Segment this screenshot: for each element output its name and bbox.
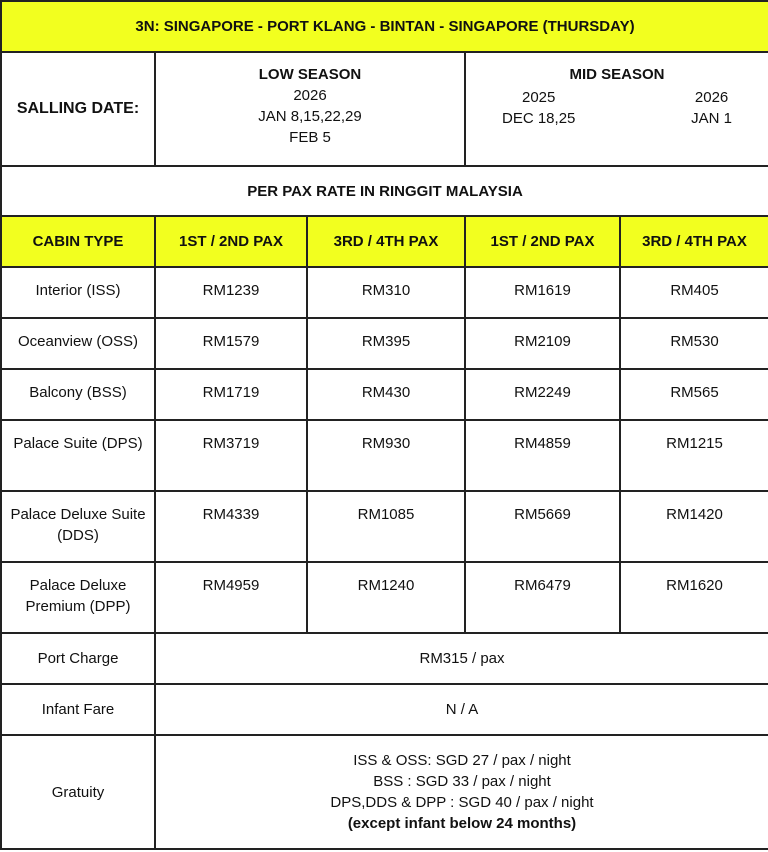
header-low-1st-2nd-pax: 1ST / 2ND PAX: [155, 216, 307, 267]
low-season-title: LOW SEASON: [258, 66, 362, 83]
low-season-dates-feb: FEB 5: [289, 129, 331, 146]
rate-mid-3rd-4th: RM1620: [620, 562, 768, 633]
rate-low-1st-2nd: RM1579: [155, 318, 307, 369]
rate-low-1st-2nd: RM4339: [155, 491, 307, 562]
rate-mid-1st-2nd: RM4859: [465, 420, 620, 491]
header-row: [1, 216, 768, 267]
rate-mid-1st-2nd: RM2249: [465, 369, 620, 420]
table-row: [1, 318, 768, 369]
mid-season-dates-jan: JAN 1: [691, 110, 733, 127]
rate-mid-3rd-4th: RM405: [620, 267, 768, 318]
gratuity-infant-note: (except infant below 24 months): [347, 815, 577, 832]
gratuity-line-dps-dds-dpp: DPS,DDS & DPP : SGD 40 / pax / night: [330, 794, 594, 811]
rate-low-3rd-4th: RM430: [307, 369, 465, 420]
rate-low-3rd-4th: RM1085: [307, 491, 465, 562]
port-charge-row: [1, 633, 768, 684]
rate-low-1st-2nd: RM3719: [155, 420, 307, 491]
rate-mid-3rd-4th: RM530: [620, 318, 768, 369]
gratuity-label: Gratuity: [1, 735, 155, 849]
rate-mid-3rd-4th: RM1420: [620, 491, 768, 562]
mid-season-grid: [466, 83, 768, 129]
gratuity-row: [1, 735, 768, 849]
low-season-dates-jan: JAN 8,15,22,29: [258, 108, 362, 125]
header-low-3rd-4th-pax: 3RD / 4TH PAX: [307, 216, 465, 267]
rate-mid-3rd-4th: RM565: [620, 369, 768, 420]
port-charge-value: RM315 / pax: [155, 633, 768, 684]
rate-mid-3rd-4th: RM1215: [620, 420, 768, 491]
table-row: [1, 369, 768, 420]
sailing-date-row: [1, 52, 768, 166]
infant-fare-label: Infant Fare: [1, 684, 155, 735]
cabin-name: Palace Deluxe Suite (DDS): [1, 491, 155, 562]
rate-mid-1st-2nd: RM5669: [465, 491, 620, 562]
mid-season-title: MID SEASON: [569, 66, 665, 83]
table-row: [1, 491, 768, 562]
rate-low-1st-2nd: RM1719: [155, 369, 307, 420]
rate-mid-1st-2nd: RM6479: [465, 562, 620, 633]
table-row: [1, 420, 768, 491]
cabin-name: Palace Suite (DPS): [1, 420, 155, 491]
table-row: [1, 267, 768, 318]
rate-low-1st-2nd: RM4959: [155, 562, 307, 633]
gratuity-details: [155, 735, 768, 849]
rate-note: PER PAX RATE IN RINGGIT MALAYSIA: [1, 166, 768, 216]
rate-low-1st-2nd: RM1239: [155, 267, 307, 318]
port-charge-label: Port Charge: [1, 633, 155, 684]
cabin-name: Oceanview (OSS): [1, 318, 155, 369]
rate-low-3rd-4th: RM1240: [307, 562, 465, 633]
cabin-name: Balcony (BSS): [1, 369, 155, 420]
itinerary-title: 3N: SINGAPORE - PORT KLANG - BINTAN - SINGAPORE (THURSDAY): [1, 1, 768, 52]
header-mid-3rd-4th-pax: 3RD / 4TH PAX: [620, 216, 768, 267]
cabin-name: Palace Deluxe Premium (DPP): [1, 562, 155, 633]
mid-season-dates-dec: DEC 18,25: [502, 110, 576, 127]
rate-mid-1st-2nd: RM1619: [465, 267, 620, 318]
table-row: [1, 562, 768, 633]
low-season-year: 2026: [293, 87, 327, 104]
mid-season-col-2026: [691, 87, 732, 129]
rate-low-3rd-4th: RM395: [307, 318, 465, 369]
header-mid-1st-2nd-pax: 1ST / 2ND PAX: [465, 216, 620, 267]
header-cabin-type: CABIN TYPE: [1, 216, 155, 267]
mid-season-year-2025: 2025: [522, 89, 556, 106]
rate-mid-1st-2nd: RM2109: [465, 318, 620, 369]
rate-low-3rd-4th: RM930: [307, 420, 465, 491]
rate-low-3rd-4th: RM310: [307, 267, 465, 318]
mid-season-year-2026: 2026: [694, 89, 729, 106]
cabin-name: Interior (ISS): [1, 267, 155, 318]
infant-fare-value: N / A: [155, 684, 768, 735]
title-row: [1, 1, 768, 52]
gratuity-line-iss-oss: ISS & OSS: SGD 27 / pax / night: [353, 752, 571, 769]
mid-season-cell: [465, 52, 768, 166]
low-season-cell: [155, 52, 465, 166]
sailing-date-label: SALLING DATE:: [1, 52, 155, 166]
mid-season-col-2025: [502, 87, 575, 129]
gratuity-line-bss: BSS : SGD 33 / pax / night: [373, 773, 551, 790]
rate-note-row: [1, 166, 768, 216]
infant-fare-row: [1, 684, 768, 735]
